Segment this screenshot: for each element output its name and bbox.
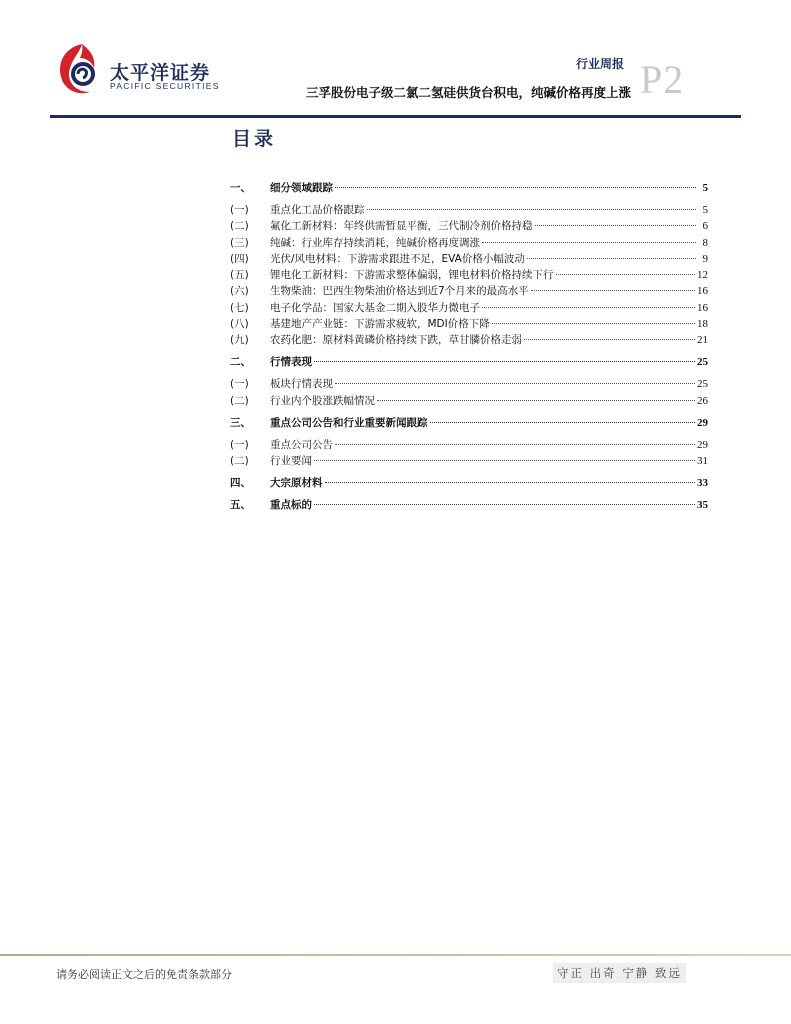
- toc-entry-title: 基建地产产业链：下游需求疲软，MDI价格下降: [270, 318, 490, 331]
- footer-divider: [0, 954, 791, 956]
- toc-dot-leader: [377, 400, 695, 401]
- table-of-contents: [230, 173, 708, 520]
- toc-entry-page: 25: [697, 378, 708, 391]
- toc-entry-number: (七): [230, 301, 249, 314]
- toc-section[interactable]: [230, 181, 708, 195]
- toc-dot-leader: [556, 274, 696, 275]
- toc-entry-number: (二): [230, 454, 249, 467]
- toc-dot-leader: [335, 187, 696, 188]
- toc-entry-page: 12: [697, 269, 708, 282]
- toc-entry-number: 三、: [230, 416, 251, 429]
- toc-dot-leader: [314, 460, 695, 461]
- toc-section[interactable]: [230, 416, 708, 430]
- toc-entry-page: 33: [697, 476, 708, 489]
- toc-entry-title: 氟化工新材料：年终供需暂显平衡，三代制冷剂价格持稳: [270, 220, 533, 233]
- toc-subsection[interactable]: [230, 438, 708, 452]
- toc-dot-leader: [527, 258, 696, 259]
- toc-section[interactable]: [230, 476, 708, 490]
- toc-dot-leader: [367, 209, 697, 210]
- toc-dot-leader: [325, 482, 696, 483]
- toc-entry-page: 5: [702, 204, 708, 216]
- header-divider: [50, 115, 741, 118]
- toc-entry-number: (五): [230, 269, 249, 282]
- toc-entry-page: 35: [697, 498, 708, 511]
- toc-entry-title: 重点标的: [270, 498, 312, 511]
- report-type: 行业周报: [576, 57, 625, 71]
- report-title: 三孚股份电子级二氯二氢硅供货台积电，纯碱价格再度上涨: [305, 85, 631, 100]
- toc-section[interactable]: [230, 355, 708, 369]
- toc-subsection[interactable]: [230, 317, 708, 331]
- toc-heading: 目录: [232, 128, 277, 150]
- toc-dot-leader: [314, 361, 695, 362]
- toc-dot-leader: [430, 422, 696, 423]
- toc-entry-page: 16: [697, 301, 708, 314]
- toc-entry-page: 26: [697, 394, 708, 407]
- toc-entry-number: (六): [230, 285, 249, 298]
- toc-dot-leader: [335, 444, 695, 445]
- toc-entry-title: 行情表现: [270, 356, 312, 369]
- toc-subsection[interactable]: [230, 333, 708, 347]
- toc-entry-page: 9: [702, 252, 708, 265]
- toc-subsection[interactable]: [230, 268, 708, 282]
- toc-dot-leader: [314, 504, 695, 505]
- toc-entry-title: 生物柴油：巴西生物柴油价格达到近7个月来的最高水平: [270, 285, 529, 298]
- toc-entry-number: 二、: [230, 356, 251, 369]
- toc-entry-page: 31: [697, 454, 708, 467]
- toc-dot-leader: [335, 383, 695, 384]
- toc-entry-title: 农药化肥：原材料黄磷价格持续下跌，草甘膦价格走弱: [270, 334, 522, 347]
- page-number-badge: P2: [640, 57, 685, 102]
- footer-motto: 守正 出奇 宁静 致远: [553, 963, 686, 983]
- toc-entry-number: (一): [230, 378, 249, 391]
- toc-entry-page: 5: [702, 182, 708, 194]
- toc-entry-number: 一、: [230, 182, 251, 194]
- toc-subsection[interactable]: [230, 236, 708, 250]
- toc-entry-page: 21: [697, 334, 708, 347]
- toc-entry-number: 四、: [230, 476, 251, 489]
- toc-dot-leader: [492, 323, 695, 324]
- toc-entry-title: 纯碱：行业库存持续消耗，纯碱价格再度调涨: [270, 236, 480, 249]
- toc-entry-page: 6: [702, 220, 708, 233]
- toc-entry-number: (二): [230, 394, 249, 407]
- toc-dot-leader: [531, 290, 695, 291]
- toc-entry-title: 光伏/风电材料：下游需求跟进不足，EVA价格小幅波动: [270, 252, 525, 265]
- toc-entry-title: 锂电化工新材料：下游需求整体偏弱，锂电材料价格持续下行: [270, 269, 554, 282]
- toc-entry-page: 8: [702, 236, 708, 249]
- toc-entry-title: 大宗原材料: [270, 476, 323, 489]
- toc-entry-title: 电子化学品：国家大基金二期入股华力微电子: [270, 301, 480, 314]
- toc-entry-number: (九): [230, 334, 249, 347]
- toc-entry-page: 18: [697, 318, 708, 331]
- toc-subsection[interactable]: [230, 219, 708, 233]
- toc-entry-page: 29: [697, 438, 708, 451]
- toc-dot-leader: [482, 242, 696, 243]
- toc-entry-number: (二): [230, 220, 249, 233]
- toc-entry-title: 细分领域跟踪: [270, 182, 333, 194]
- toc-dot-leader: [482, 307, 695, 308]
- toc-subsection[interactable]: [230, 454, 708, 468]
- toc-entry-number: (一): [230, 438, 249, 451]
- toc-subsection[interactable]: [230, 252, 708, 266]
- toc-subsection[interactable]: [230, 203, 708, 217]
- brand-name-cn: 太平洋证券: [110, 62, 211, 84]
- toc-entry-number: 五、: [230, 498, 251, 511]
- toc-entry-title: 板块行情表现: [270, 378, 333, 391]
- toc-entry-title: 重点公司公告: [270, 438, 333, 451]
- toc-subsection[interactable]: [230, 394, 708, 408]
- brand-name-en: PACIFIC SECURITIES: [110, 81, 220, 91]
- toc-dot-leader: [524, 339, 695, 340]
- toc-entry-number: (三): [230, 236, 249, 249]
- company-logo-icon: [52, 40, 112, 100]
- toc-entry-title: 重点化工品价格跟踪: [270, 204, 365, 216]
- footer-disclaimer: 请务必阅读正文之后的免责条款部分: [56, 968, 232, 981]
- toc-dot-leader: [535, 225, 697, 226]
- toc-entry-number: (四): [230, 252, 249, 265]
- toc-subsection[interactable]: [230, 377, 708, 391]
- toc-entry-title: 重点公司公告和行业重要新闻跟踪: [270, 416, 428, 429]
- toc-entry-number: (一): [230, 204, 249, 216]
- toc-entry-page: 29: [697, 416, 708, 429]
- toc-entry-number: (八): [230, 318, 249, 331]
- toc-entry-title: 行业内个股涨跌幅情况: [270, 394, 375, 407]
- toc-subsection[interactable]: [230, 301, 708, 315]
- toc-entry-title: 行业要闻: [270, 454, 312, 467]
- toc-section[interactable]: [230, 498, 708, 512]
- toc-entry-page: 16: [697, 285, 708, 298]
- toc-subsection[interactable]: [230, 284, 708, 298]
- toc-entry-page: 25: [697, 356, 708, 369]
